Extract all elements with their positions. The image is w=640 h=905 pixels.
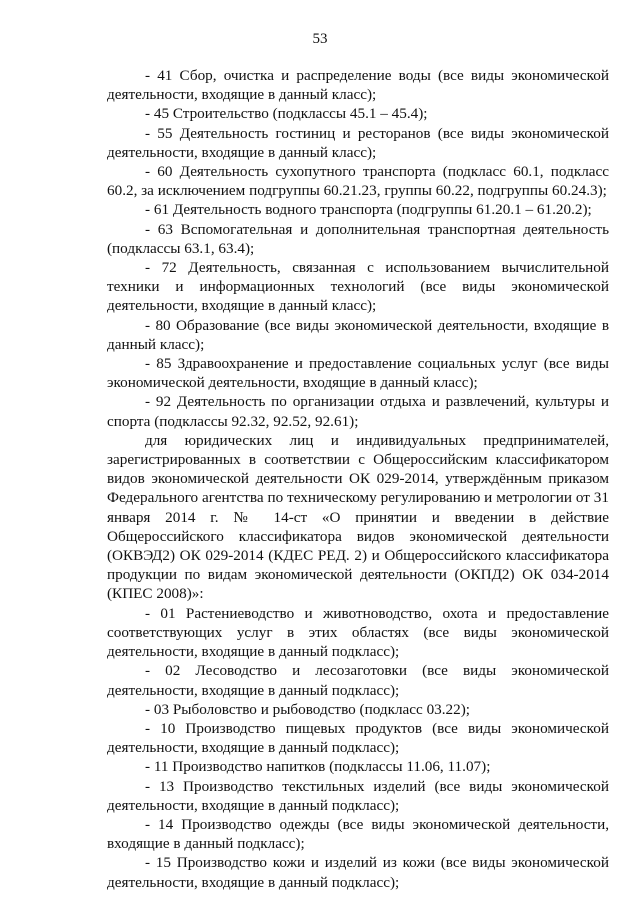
- page-number: 53: [312, 31, 328, 47]
- okved2-intro-paragraph: для юридических лиц и индивидуальных предпринимателей, зарегистрированных в соответствии с Общероссийским классификатором видов экономической деятельности ОК 029-2014, утверждённым приказом Федерального агентства по техническому регулированию и метрологии от 31 января 2014 г. № 14-ст «О принятии и введении в действие Общероссийского классификатора видов экономической деятельности (ОКВЭД2) ОК 029-2014 (КДЕС РЕД. 2) и Общероссийского классификатора продукции по видам экономической деятельности (ОКПД2) ОК 034-2014 (КПЕС 2008)»:: [107, 431, 609, 603]
- list-item-15: - 15 Производство кожи и изделий из кожи (все виды экономической деятельности, входящие в данный подкласс);: [107, 854, 609, 891]
- list-item-11: - 11 Производство напитков (подклассы 11.06, 11.07);: [145, 758, 491, 776]
- list-item-80: - 80 Образование (все виды экономической деятельности, входящие в данный класс);: [107, 316, 609, 353]
- list-item-03: - 03 Рыболовство и рыбоводство (подкласс 03.22);: [145, 700, 471, 718]
- list-item-72: - 72 Деятельность, связанная с использованием вычислительной техники и информационных технологий (все виды экономической деятельности, входящие в данный класс);: [107, 259, 609, 315]
- list-item-02: - 02 Лесоводство и лесозаготовки (все виды экономической деятельности, входящие в данный подкласс);: [107, 662, 609, 699]
- list-item-41: - 41 Сбор, очистка и распределение воды (все виды экономической деятельности, входящие в данный класс);: [107, 67, 609, 104]
- list-item-45: - 45 Строительство (подклассы 45.1 – 45.4);: [145, 105, 428, 123]
- list-item-01: - 01 Растениеводство и животноводство, охота и предоставление соответствующих услуг в этих областях (все виды экономической деятельности, входящие в данный подкласс);: [107, 604, 609, 661]
- list-item-14: - 14 Производство одежды (все виды экономической деятельности, входящие в данный подкласс);: [107, 815, 609, 853]
- list-item-63: - 63 Вспомогательная и дополнительная транспортная деятельность (подклассы 63.1, 63.4);: [107, 220, 609, 257]
- list-item-60: - 60 Деятельность сухопутного транспорта (подкласс 60.1, подкласс 60.2, за исключением подгруппы 60.21.23, группы 60.22, подгруппы 60.24.3);: [107, 163, 609, 200]
- list-item-10: - 10 Производство пищевых продуктов (все виды экономической деятельности, входящие в данный подкласс);: [107, 719, 609, 757]
- list-item-61: - 61 Деятельность водного транспорта (подгруппы 61.20.1 – 61.20.2);: [145, 201, 592, 219]
- list-item-85: - 85 Здравоохранение и предоставление социальных услуг (все виды экономической деятельности, входящие в данный класс);: [107, 355, 609, 392]
- list-item-55: - 55 Деятельность гостиниц и ресторанов (все виды экономической деятельности, входящие в данный класс);: [107, 124, 609, 161]
- list-item-92: - 92 Деятельность по организации отдыха и развлечений, культуры и спорта (подклассы 92.32, 92.52, 92.61);: [107, 393, 609, 430]
- document-body: [107, 66, 609, 892]
- list-item-13: - 13 Производство текстильных изделий (все виды экономической деятельности, входящие в данный подкласс);: [107, 777, 609, 814]
